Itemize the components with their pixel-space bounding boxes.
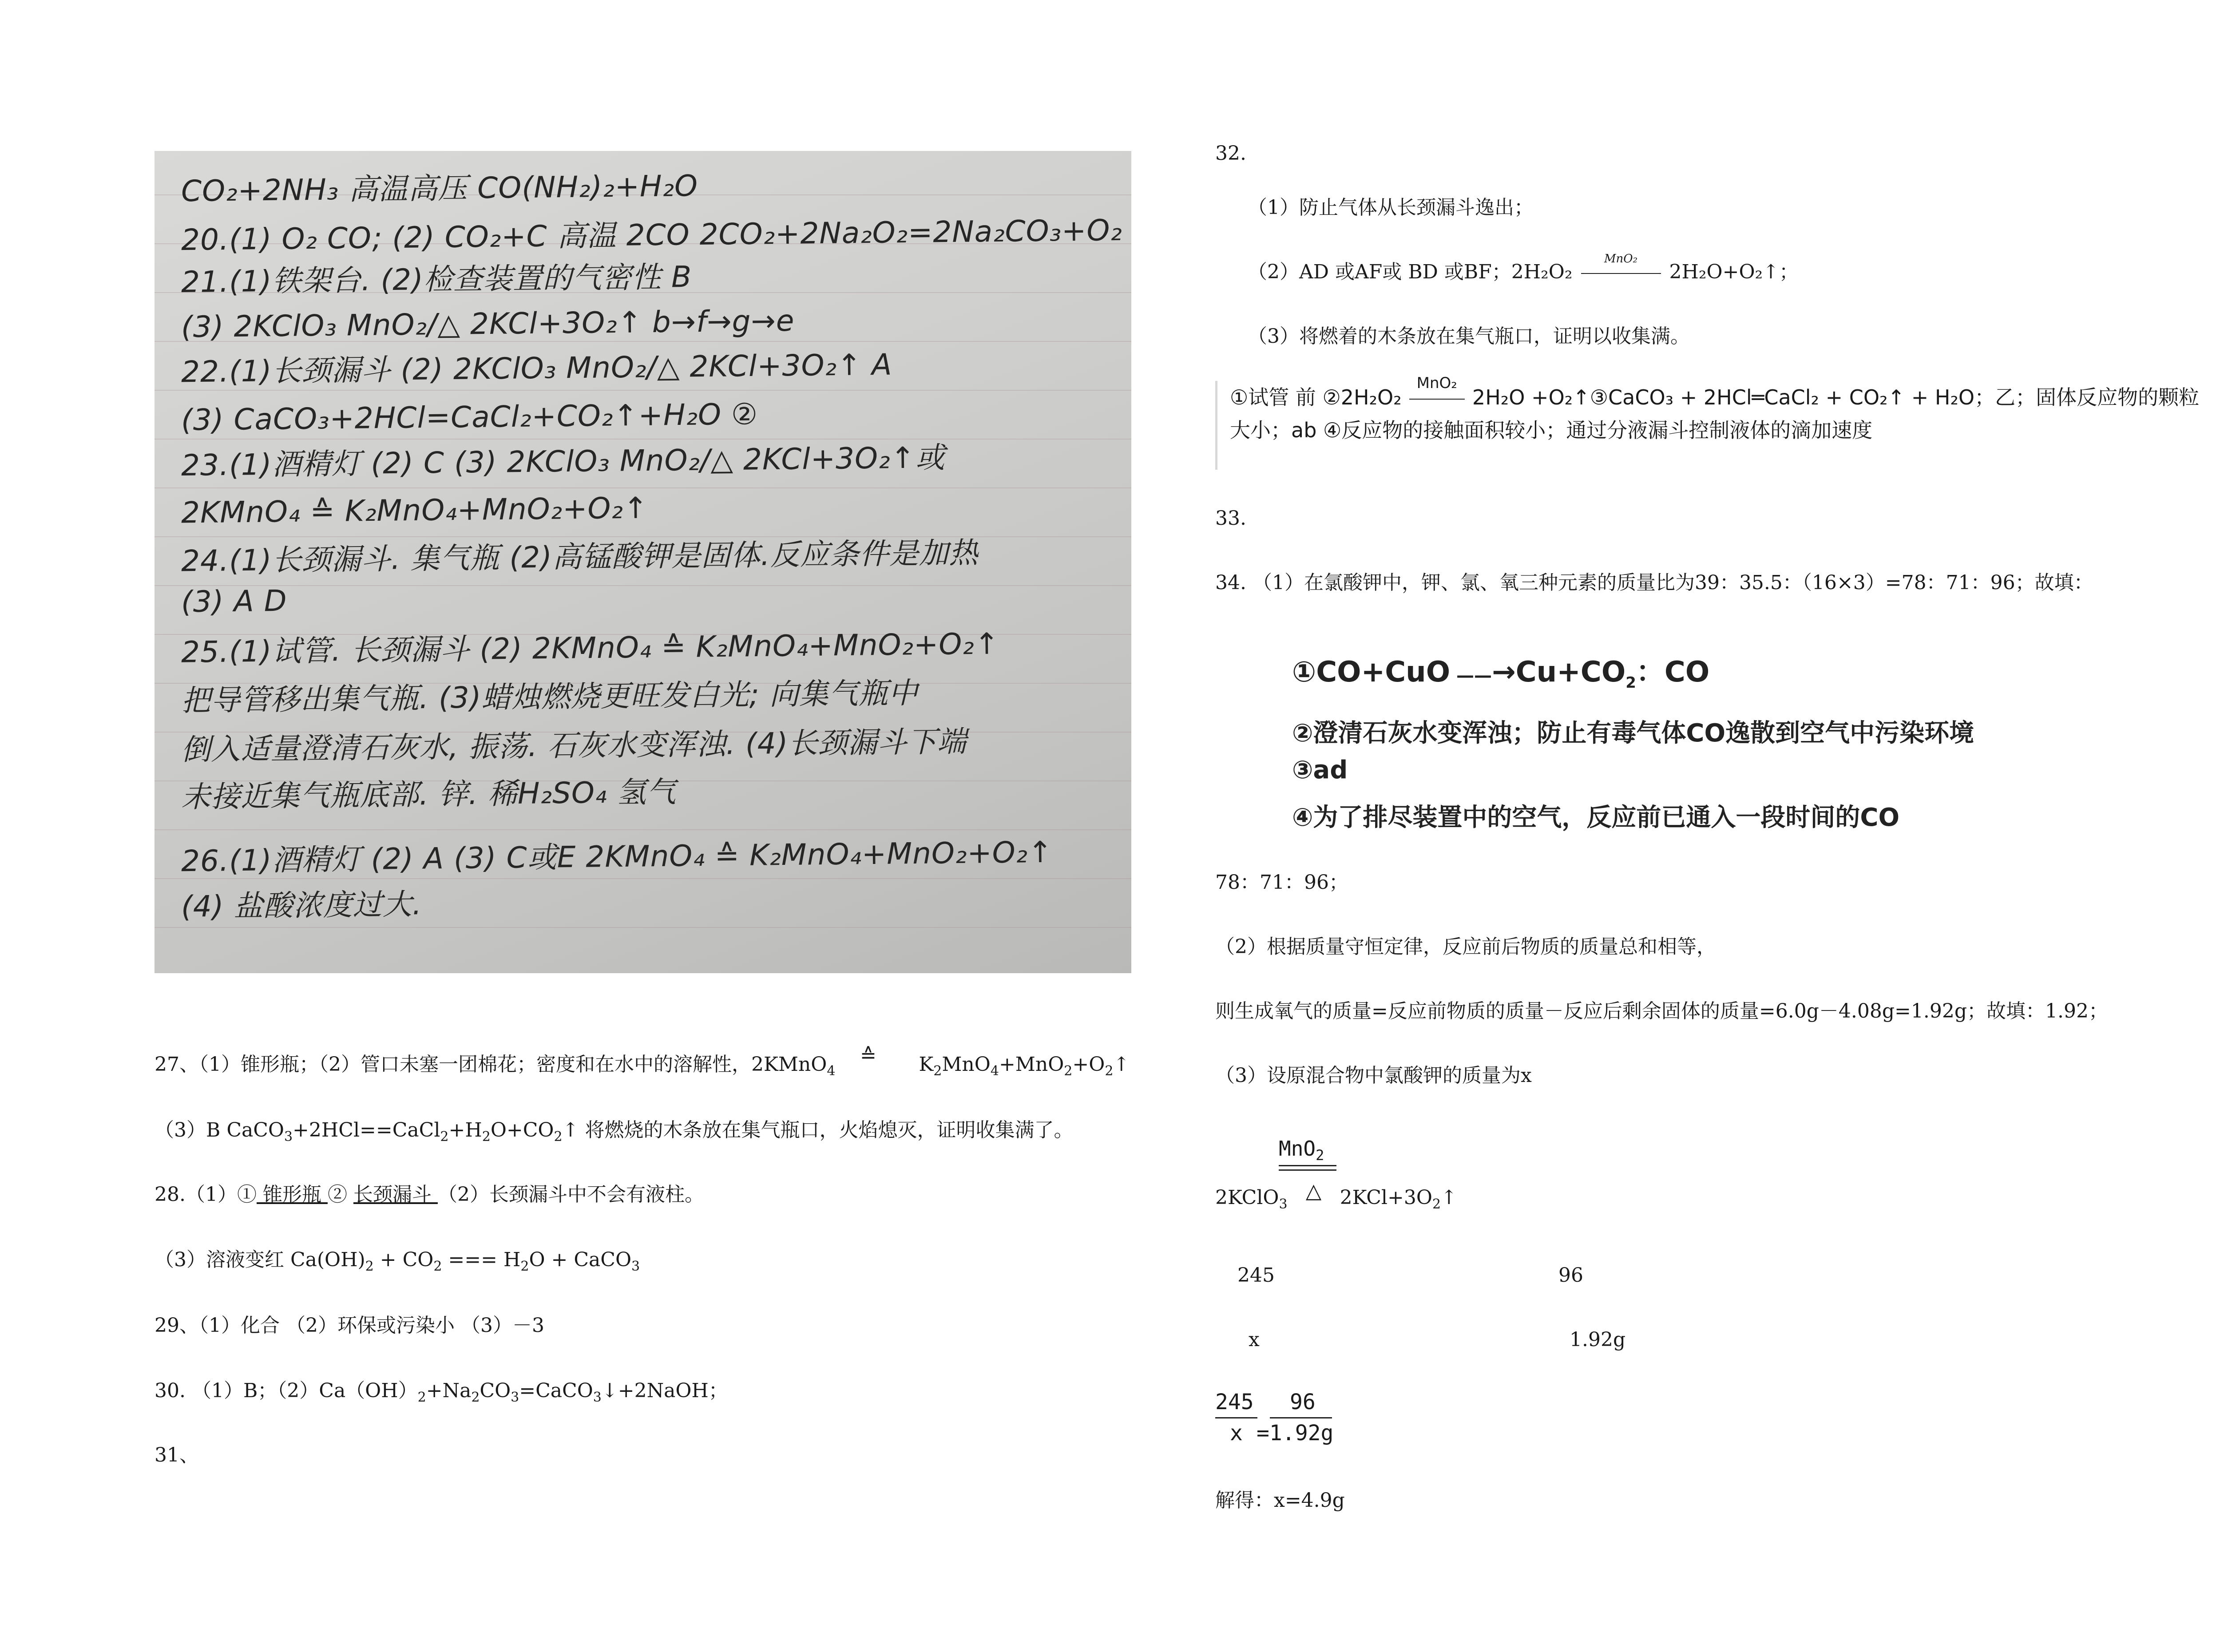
answer-32-1: （1）防止气体从长颈漏斗逸出； <box>1248 196 1534 219</box>
ratio-line: 78：71：96； <box>1215 871 1348 894</box>
answer-34-2-calc: 则生成氧气的质量=反应前物质的质量－反应后剩余固体的质量=6.0g－4.08g=1.92g；故填：1.92； <box>1215 1000 2108 1022</box>
answer-32-3: （3）将燃着的木条放在集气瓶口，证明以收集满。 <box>1248 325 1690 348</box>
answer-32-2: （2）AD 或AF或 BD 或BF；2H₂O₂ MnO₂ 2H₂O+O₂↑； <box>1248 252 1799 283</box>
handwriting-line: 把导管移出集气瓶. (3)蜡烛燃烧更旺发白光; 向集气瓶中 <box>181 676 919 718</box>
handwriting-line: 22.(1)长颈漏斗 (2) 2KClO₃ MnO₂/△ 2KCl+3O₂↑ A <box>181 347 892 389</box>
handwriting-line: CO₂+2NH₃ 高温高压 CO(NH₂)₂+H₂O <box>181 168 698 209</box>
answer-34-bold-block: ①CO+CuO $——\to Cu+CO_2$：CO ②澄清石灰水变浑浊；防止有毒气体CO逸散到空气中污染环境 ③ad ④为了排尽装置中的空气，反应前已通入一段时间的CO <box>1292 656 1974 832</box>
proportion-bottom-1-92: =1.92g <box>1257 1421 1334 1446</box>
handwriting-line: 24.(1)长颈漏斗. 集气瓶 (2)高锰酸钾是固体.反应条件是加热 <box>181 535 979 578</box>
answer-34-3: （3）设原混合物中氯酸钾的质量为x <box>1215 1064 1532 1087</box>
answer-32-heading: 32. <box>1215 142 1246 165</box>
handwriting-line: (3) 2KClO₃ MnO₂/△ 2KCl+3O₂↑ b→f→g→e <box>181 303 795 345</box>
mass-x: x <box>1249 1328 1260 1351</box>
handwriting-line: (3) A D <box>181 583 287 619</box>
answer-33-heading: 33. <box>1215 507 1246 530</box>
heat-sign: ≙ <box>860 1044 876 1067</box>
proportion-top-96: 96 <box>1290 1390 1316 1414</box>
delta-sign: △ <box>1305 1179 1322 1203</box>
handwritten-answers-photo <box>155 151 1131 973</box>
handwriting-line: 21.(1)铁架台. (2)检查装置的气密性 B <box>181 259 692 300</box>
handwriting-line: 未接近集气瓶底部. 锌. 稀H₂SO₄ 氢气 <box>181 775 677 814</box>
fraction-bar <box>1270 1417 1332 1418</box>
mass-96: 96 <box>1558 1264 1583 1287</box>
answer-34-1: 34. （1）在氯酸钾中，钾、氯、氧三种元素的质量比为39：35.5：（16×3）=78：71：96；故填： <box>1215 571 2093 594</box>
handwriting-line: 20.(1) O₂ CO; (2) CO₂+C 高温 2CO 2CO₂+2Na₂O₂=2Na₂CO₃+O₂ <box>181 213 1123 258</box>
equation-bar <box>1279 1169 1336 1171</box>
catalyst-label: MnO$_2$ <box>1279 1137 1324 1164</box>
proportion-top-245: 245 <box>1215 1390 1254 1414</box>
handwriting-line: 26.(1)酒精灯 (2) A (3) C或E 2KMnO₄ ≙ K₂MnO₄+MnO₂+O₂↑ <box>181 835 1053 879</box>
handwriting-line: (4) 盐酸浓度过大. <box>181 887 422 924</box>
answer-31: 31、 <box>155 1444 199 1466</box>
mass-245: 245 <box>1237 1264 1275 1287</box>
decomposition-equation: 2KClO$_3$ △ $2KCl+3O_2↑$ <box>1215 1179 1457 1212</box>
answer-27-line-2: （3）B $CaCO_3+2HCl==CaCl_2+H_2O+CO_2↑$ 将燃烧的木条放在集气瓶口，火焰熄灭，证明收集满了。 <box>155 1119 1074 1145</box>
final-answer: 解得：x=4.9g <box>1215 1489 1345 1512</box>
answer-30: 30. （1）B；$(2)Ca(OH)_2+Na_2CO_3=CaCO_3↓+2NaOH$； <box>155 1379 728 1405</box>
handwriting-line: 25.(1)试管. 长颈漏斗 (2) 2KMnO₄ ≙ K₂MnO₄+MnO₂+O₂↑ <box>181 626 1000 670</box>
fraction-bar <box>1215 1417 1257 1418</box>
answer-27-line-1: 27、（1）锥形瓶；（2）管口未塞一团棉花；密度和在水中的溶解性，2KMnO$_4$ ≙ $K_2MnO_4+MnO_2+O_2↑$ <box>155 1044 1130 1079</box>
handwriting-line: (3) CaCO₃+2HCl=CaCl₂+CO₂↑+H₂O ② <box>181 397 758 437</box>
handwriting-line: 23.(1)酒精灯 (2) C (3) 2KClO₃ MnO₂/△ 2KCl+3O₂↑或 <box>181 440 946 483</box>
answer-32-quote-block: ①试管 前 ②2H₂O₂ MnO₂ 2H₂O +O₂↑③CaCO₃ + 2HCl═CaCl₂ + CO₂↑ + H₂O；乙；固体反应物的颗粒 大小；ab ④反应物的接触面积较小；通过分液漏斗控制液体的滴加速度 <box>1215 381 2220 470</box>
equation-bar <box>1279 1165 1336 1166</box>
handwriting-line: 2KMnO₄ ≙ K₂MnO₄+MnO₂+O₂↑ <box>181 491 649 530</box>
answer-28-line-2: （3）溶液变红 $Ca(OH)_2 + CO_2$ === $H_2O$ + CaCO$_3$ <box>155 1248 640 1274</box>
mass-1-92: 1.92g <box>1570 1328 1626 1351</box>
answer-29: 29、（1）化合 （2）环保或污染小 （3）－3 <box>155 1314 544 1337</box>
answer-34-2: （2）根据质量守恒定律，反应前后物质的质量总和相等， <box>1215 935 1716 958</box>
proportion-bottom-x: x <box>1230 1421 1243 1446</box>
handwriting-line: 倒入适量澄清石灰水, 振荡. 石灰水变浑浊. (4)长颈漏斗下端 <box>181 724 967 767</box>
answer-28-line-1: 28.（1）① 锥形瓶 ② 长颈漏斗 （2）长颈漏斗中不会有液柱。 <box>155 1183 704 1206</box>
